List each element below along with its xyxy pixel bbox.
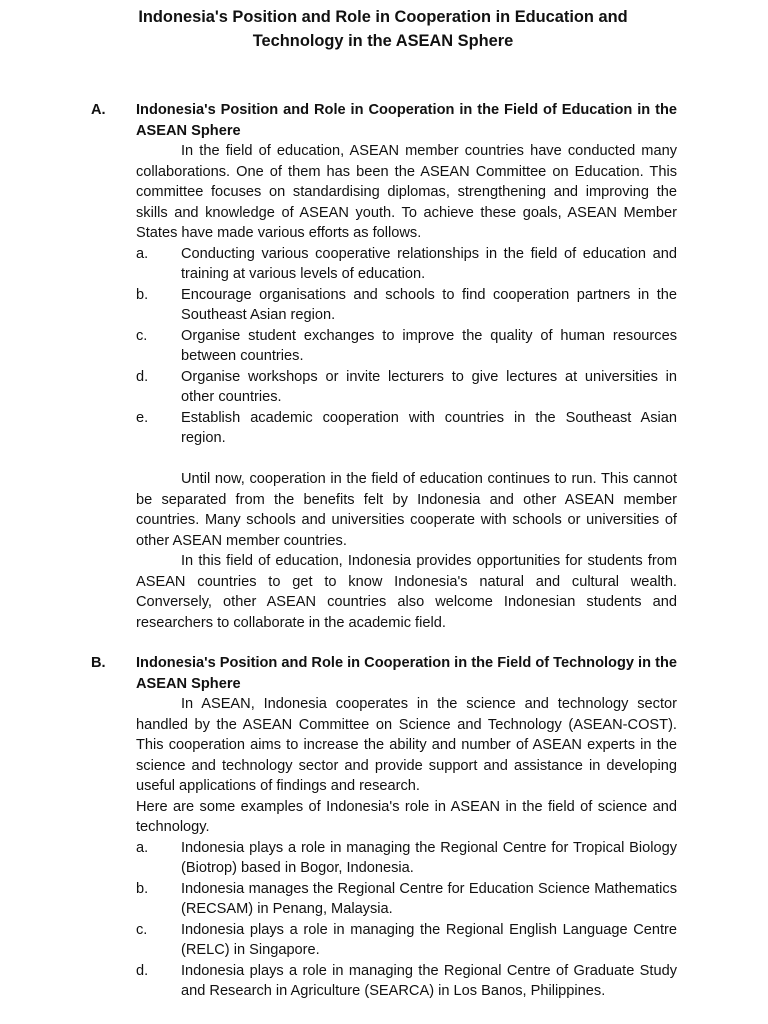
list-item-text: Establish academic cooperation with countries in the Southeast Asian region. <box>181 409 677 446</box>
list-item-text: Indonesia manages the Regional Centre for Education Science Mathematics (RECSAM) in Penang, Malaysia. <box>181 880 677 917</box>
section-heading-text: Indonesia's Position and Role in Cooperation in the Field of Education in the ASEAN Sphere <box>136 102 677 139</box>
section-education <box>91 100 677 633</box>
paragraph: In this field of education, Indonesia provides opportunities for students from ASEAN countries to get to know Indonesia's natural and cultural wealth. Conversely, other ASEAN countries also welcome Indonesian students and researchers to collaborate in the academic field. <box>136 553 677 631</box>
list-item <box>136 920 677 961</box>
list-item-text: Indonesia plays a role in managing the Regional Centre for Tropical Biology (Biotrop) based in Bogor, Indonesia. <box>181 839 677 876</box>
document-title: Indonesia's Position and Role in Cooperation in Education and Technology in the ASEAN Sphere <box>138 8 628 50</box>
paragraph: In the field of education, ASEAN member countries have conducted many collaborations. One of them has been the ASEAN Committee on Education. This committee focuses on standardising diplomas, strengthening and improving the skills and knowledge of ASEAN youth. To achieve these goals, ASEAN Member States have made various efforts as follows. <box>136 143 677 241</box>
list-item-text: Encourage organisations and schools to find cooperation partners in the Southeast Asian region. <box>181 286 677 323</box>
list-item <box>136 285 677 326</box>
section-heading <box>91 100 677 141</box>
list-item <box>136 838 677 879</box>
lettered-list <box>136 838 677 1002</box>
list-item-letter: a. <box>136 245 149 262</box>
list-item-letter: a. <box>136 839 149 856</box>
paragraph: Until now, cooperation in the field of education continues to run. This cannot be separated from the benefits felt by Indonesia and other ASEAN member countries. Many schools and universities cooperate with schools or universities of other ASEAN member countries. <box>136 471 677 549</box>
list-item-letter: e. <box>136 409 149 426</box>
list-item-text: Indonesia plays a role in managing the Regional Centre of Graduate Study and Research in Agriculture (SEARCA) in Los Banos, Philippines. <box>181 962 677 999</box>
list-item <box>136 879 677 920</box>
section-body <box>91 141 677 633</box>
list-item-text: Organise workshops or invite lecturers to give lectures at universities in other countries. <box>181 368 677 405</box>
list-item <box>136 408 677 449</box>
section-letter: A. <box>91 102 106 118</box>
list-item <box>136 244 677 285</box>
list-item-text: Indonesia plays a role in managing the Regional English Language Centre (RELC) in Singapore. <box>181 921 677 958</box>
list-item-letter: d. <box>136 368 149 385</box>
list-item-letter: c. <box>136 921 148 938</box>
section-letter: B. <box>91 655 106 671</box>
list-item <box>136 367 677 408</box>
section-heading <box>91 653 677 694</box>
list-item <box>136 326 677 367</box>
section-technology <box>91 653 677 1002</box>
list-item-text: Organise student exchanges to improve the quality of human resources between countries. <box>181 327 677 364</box>
list-item-letter: d. <box>136 962 149 979</box>
lettered-list <box>136 244 677 449</box>
paragraph: Here are some examples of Indonesia's role in ASEAN in the field of science and technology. <box>136 798 677 835</box>
list-item <box>136 961 677 1002</box>
section-heading-text: Indonesia's Position and Role in Cooperation in the Field of Technology in the ASEAN Sphere <box>136 655 677 692</box>
list-item-letter: b. <box>136 286 149 303</box>
paragraph: In ASEAN, Indonesia cooperates in the science and technology sector handled by the ASEAN Committee on Science and Technology (ASEAN-COST). This cooperation aims to increase the ability and number of ASEAN experts in the science and technology sector and provide support and assistance in developing useful applications of findings and research. <box>136 696 677 794</box>
list-item-letter: c. <box>136 327 148 344</box>
section-body <box>91 694 677 1002</box>
list-item-letter: b. <box>136 880 149 897</box>
list-item-text: Conducting various cooperative relationships in the field of education and training at various levels of education. <box>181 245 677 282</box>
